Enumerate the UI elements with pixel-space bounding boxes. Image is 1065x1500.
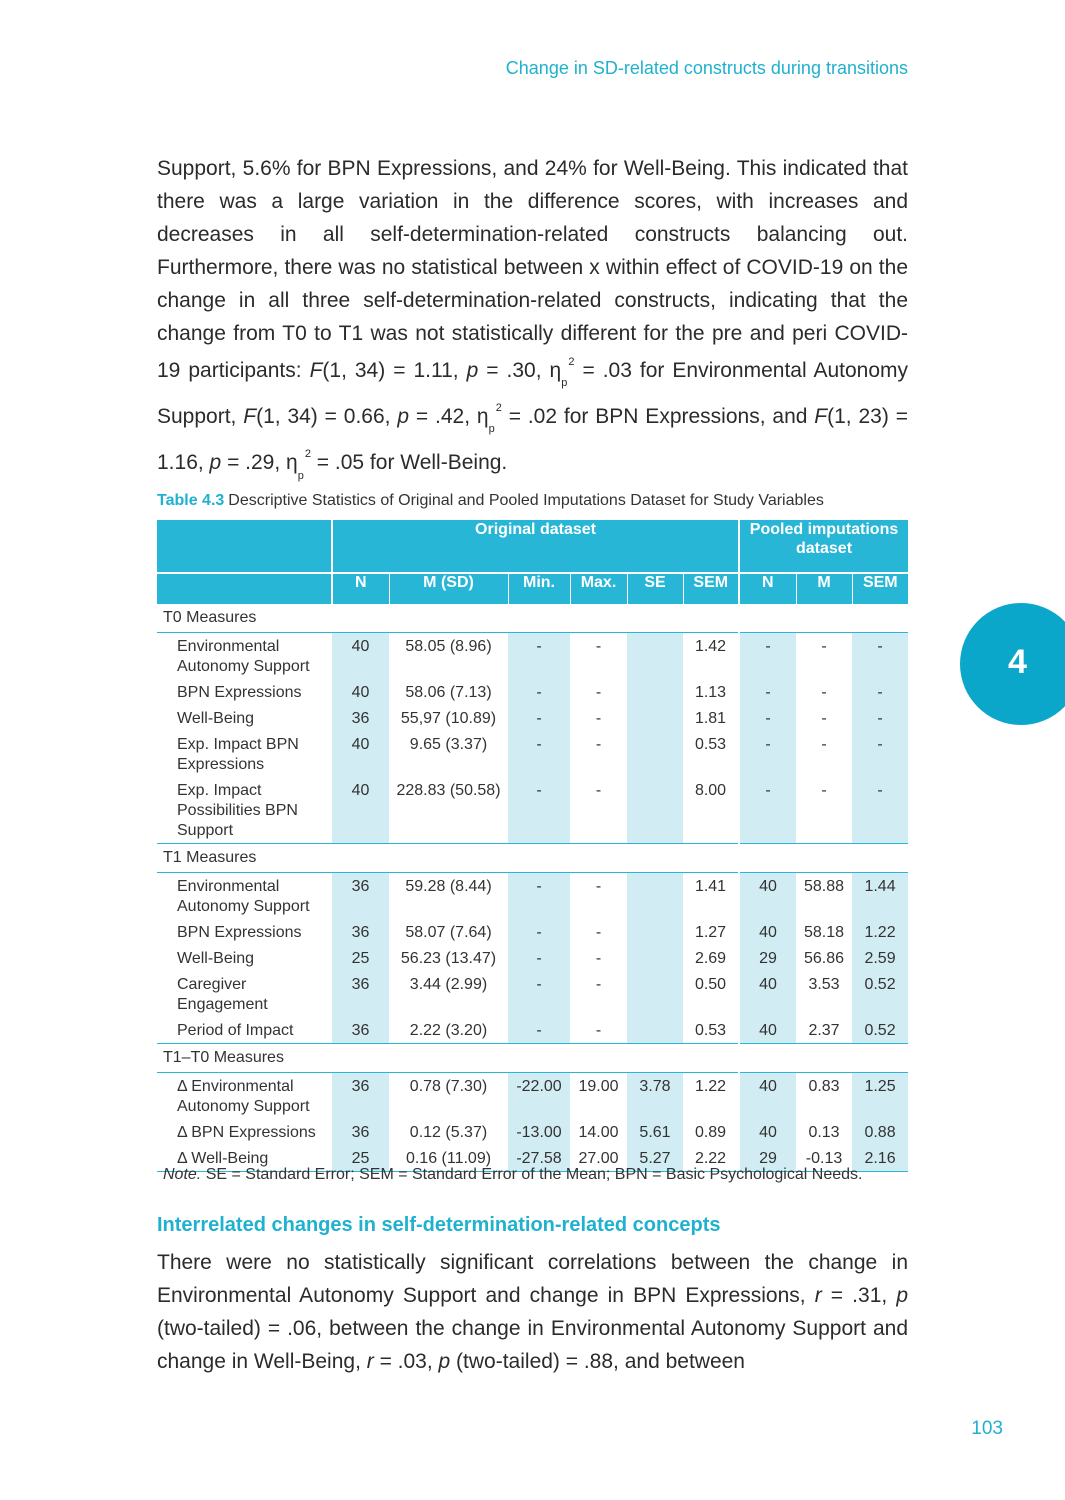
section-title: T0 Measures (157, 604, 908, 633)
table-section-row (157, 1044, 908, 1073)
table-cell: - (739, 777, 796, 844)
table-cell: - (595, 878, 602, 895)
table-cell: 29 (739, 1145, 796, 1172)
table-cell: - (821, 684, 827, 701)
table-row (157, 679, 908, 705)
table-cell (627, 945, 683, 971)
table-cell: 3.53 (808, 976, 840, 993)
table-cell: 8.00 (683, 777, 739, 844)
table-caption-text: Descriptive Statistics of Original and Pooled Imputations Dataset for Study Variables (228, 492, 824, 509)
table-cell: 2.69 (694, 950, 727, 967)
table-cell: 59.28 (8.44) (405, 878, 492, 895)
column-header: N (332, 573, 389, 604)
table-cell: 1.22 (694, 1078, 727, 1095)
table-cell: 56.23 (13.47) (400, 950, 497, 967)
table-cell: 40 (739, 919, 796, 945)
row-label: Well-Being (177, 710, 255, 727)
table-cell: 40 (332, 777, 389, 844)
table-cell: 3.78 (627, 1073, 683, 1120)
table-cell: 1.25 (852, 1073, 908, 1120)
table-cell: - (821, 710, 827, 727)
table-cell: 56.86 (803, 950, 845, 967)
table-cell: 0.16 (11.09) (389, 1145, 508, 1172)
table-cell: 36 (332, 705, 389, 731)
column-header: SEM (852, 573, 908, 604)
table-cell: 19.00 (578, 1078, 619, 1095)
stub-header (157, 520, 332, 573)
table-cell: 58.07 (7.64) (405, 924, 492, 941)
table-cell: - (852, 679, 908, 705)
table-cell: 0.88 (852, 1119, 908, 1145)
table-cell: 5.27 (627, 1145, 683, 1172)
column-header: N (739, 573, 796, 604)
table-cell: 58.05 (8.96) (405, 638, 492, 655)
table-cell (627, 679, 683, 705)
row-label: Δ Well-Being (157, 1145, 332, 1172)
column-header: Min. (508, 573, 570, 604)
table-cell: - (508, 777, 570, 844)
table-cell: - (595, 976, 602, 993)
table-cell: - (508, 1017, 570, 1044)
table-group-header-row (157, 520, 908, 573)
table-caption (157, 492, 824, 510)
table-cell: - (739, 731, 796, 777)
table-cell: 40 (332, 633, 389, 680)
table-cell: 40 (739, 1073, 796, 1120)
row-label: BPN Expressions (177, 684, 302, 701)
table-row (157, 971, 908, 1017)
chapter-tab: 4 (960, 603, 1065, 725)
table-row (157, 945, 908, 971)
table-cell: - (595, 924, 602, 941)
table-cell: - (570, 1017, 627, 1044)
table-cell: 58.06 (7.13) (405, 684, 492, 701)
table-row (157, 633, 908, 680)
table-row (157, 777, 908, 844)
table-cell: - (595, 638, 602, 655)
table-cell: 3.44 (2.99) (409, 976, 488, 993)
row-label: Exp. Impact Possibilities BPN Support (157, 777, 332, 844)
table-cell: - (796, 777, 852, 844)
table-cell: 36 (332, 1017, 389, 1044)
table-note: Note. SE = Standard Error; SEM = Standard Error of the Mean; BPN = Basic Psychological Needs. (163, 1166, 863, 1183)
table-cell: - (852, 633, 908, 680)
table-cell: 40 (332, 731, 389, 777)
table-cell: 0.83 (808, 1078, 840, 1095)
table-cell: 2.59 (852, 945, 908, 971)
table-cell: 36 (332, 971, 389, 1017)
table-cell: - (852, 731, 908, 777)
table-cell: 55,97 (10.89) (400, 710, 497, 727)
column-header: M (SD) (389, 573, 508, 604)
table-cell: - (595, 710, 602, 727)
column-header: Max. (570, 573, 627, 604)
body-paragraph: Support, 5.6% for BPN Expressions, and 24% for Well-Being. This indicated that there was a large variation in the difference scores, with increases and decreases in all self-determination-related constructs balancing out. Furthermore, there was no statistical between x within effect of COVID-19 on the change in all three self-determination-related constructs, indicating that the change from T0 to T1 was not statistically different for the pre and peri COVID-19 participants: F(1, 34) = 1.11, p = .30, $\eta_p^2 = .03$ for Environmental Autonomy Support, F(1, 34) = 0.66, p = .42, $\eta_p^2 = .02$ for BPN Expressions, and F(1, 23) = 1.16, p = .29, $\eta_p^2 = .05$ for Well-Being. (157, 157, 908, 482)
table-cell: 1.81 (694, 710, 727, 727)
table-cell: 2.22 (683, 1145, 739, 1172)
table-cell (627, 1017, 683, 1044)
table-cell: - (508, 945, 570, 971)
row-label: Environmental Autonomy Support (177, 638, 310, 675)
table-cell: 25 (332, 1145, 389, 1172)
table-row (157, 705, 908, 731)
row-label: Δ BPN Expressions (177, 1124, 316, 1141)
table-cell: 1.22 (852, 919, 908, 945)
table-cell: -22.00 (508, 1073, 570, 1120)
table-cell: 228.83 (50.58) (389, 777, 508, 844)
table-cell: 5.61 (627, 1119, 683, 1145)
table-cell: -13.00 (508, 1119, 570, 1145)
table-cell: 9.65 (3.37) (409, 736, 488, 753)
table-row (157, 873, 908, 920)
table-section-row (157, 844, 908, 873)
table-row (157, 1017, 908, 1044)
section-title: T1–T0 Measures (157, 1044, 908, 1073)
table-cell: 0.89 (694, 1124, 727, 1141)
table-cell: - (852, 777, 908, 844)
row-label: Well-Being (177, 950, 255, 967)
row-label: Environmental Autonomy Support (177, 878, 310, 915)
table-cell: - (508, 731, 570, 777)
pooled-dataset-header: Pooled imputations dataset (739, 520, 908, 573)
descriptive-statistics-table (157, 520, 908, 1172)
table-cell: - (508, 873, 570, 920)
table-cell: -27.58 (508, 1145, 570, 1172)
table-row (157, 1119, 908, 1145)
original-dataset-header: Original dataset (332, 520, 739, 573)
row-label: Caregiver Engagement (177, 976, 268, 1013)
table-cell: - (739, 633, 796, 680)
table-cell: 40 (739, 1119, 796, 1145)
table-cell (627, 705, 683, 731)
table-cell: 1.27 (694, 924, 727, 941)
column-header: SEM (683, 573, 739, 604)
table-cell: 14.00 (578, 1124, 619, 1141)
table-cell: 1.13 (694, 684, 727, 701)
table-cell: - (508, 679, 570, 705)
table-cell: - (821, 736, 827, 753)
table-cell: 40 (739, 873, 796, 920)
table-cell: 2.16 (852, 1145, 908, 1172)
table-cell (627, 919, 683, 945)
table-cell (627, 777, 683, 844)
table-row (157, 1073, 908, 1120)
table-cell (627, 971, 683, 1017)
section-heading: Interrelated changes in self-determination-related concepts (157, 1214, 721, 1236)
table-cell: -0.13 (796, 1145, 852, 1172)
table-cell: 36 (332, 873, 389, 920)
table-cell: - (821, 638, 827, 655)
table-cell: - (739, 679, 796, 705)
table-cell: - (508, 633, 570, 680)
table-cell: - (595, 736, 602, 753)
table-cell: 1.41 (694, 878, 727, 895)
table-cell: - (852, 705, 908, 731)
table-cell: 40 (739, 1017, 796, 1044)
table-cell: - (508, 919, 570, 945)
table-cell: 58.88 (803, 878, 845, 895)
row-label: BPN Expressions (177, 924, 302, 941)
row-label: Period of Impact (157, 1017, 332, 1044)
page-number: 103 (971, 1418, 1003, 1439)
table-cell (627, 873, 683, 920)
table-cell: 29 (739, 945, 796, 971)
table-cell: - (508, 705, 570, 731)
table-cell (627, 633, 683, 680)
table-cell: 1.42 (694, 638, 727, 655)
table-cell: - (739, 705, 796, 731)
table-section-row (157, 604, 908, 633)
table-column-header-row (157, 573, 908, 604)
table-row (157, 731, 908, 777)
table-cell: - (595, 684, 602, 701)
table-cell: 1.44 (852, 873, 908, 920)
table-cell: 0.53 (694, 736, 727, 753)
table-cell: 40 (739, 971, 796, 1017)
column-header: M (796, 573, 852, 604)
table-cell: 40 (332, 679, 389, 705)
table-row (157, 919, 908, 945)
table-label: Table 4.3 (157, 492, 225, 509)
running-header: Change in SD-related constructs during transitions (505, 58, 908, 78)
row-label: Exp. Impact BPN Expressions (177, 736, 299, 773)
table-cell: 36 (332, 919, 389, 945)
stub-column-header (157, 573, 332, 604)
table-cell: 25 (332, 945, 389, 971)
table-cell: 0.52 (852, 971, 908, 1017)
table-cell: 2.37 (796, 1017, 852, 1044)
body-paragraph-2: There were no statistically significant correlations between the change in Environmental Autonomy Support and change in BPN Expressions, r = .31, p (two-tailed) = .06, between the change in Environmental Autonomy Support and change in Well-Being, r = .03, p (two-tailed) = .88, and between (157, 1251, 908, 1373)
table-cell: 2.22 (3.20) (389, 1017, 508, 1044)
table-cell: 27.00 (570, 1145, 627, 1172)
table-cell: 36 (332, 1119, 389, 1145)
table-cell: 0.78 (7.30) (409, 1078, 488, 1095)
table-cell: 58.18 (803, 924, 845, 941)
table-cell: - (508, 971, 570, 1017)
table-cell: 0.12 (5.37) (409, 1124, 488, 1141)
table-cell: 0.52 (852, 1017, 908, 1044)
table-cell: - (570, 777, 627, 844)
section-title: T1 Measures (157, 844, 908, 873)
table-cell: - (595, 950, 602, 967)
table-cell: 36 (332, 1073, 389, 1120)
table-cell: 0.50 (694, 976, 727, 993)
row-label: Δ Environmental Autonomy Support (177, 1078, 310, 1115)
table-cell (627, 731, 683, 777)
column-header: SE (627, 573, 683, 604)
table-cell: 0.13 (808, 1124, 840, 1141)
table-cell: 0.53 (683, 1017, 739, 1044)
